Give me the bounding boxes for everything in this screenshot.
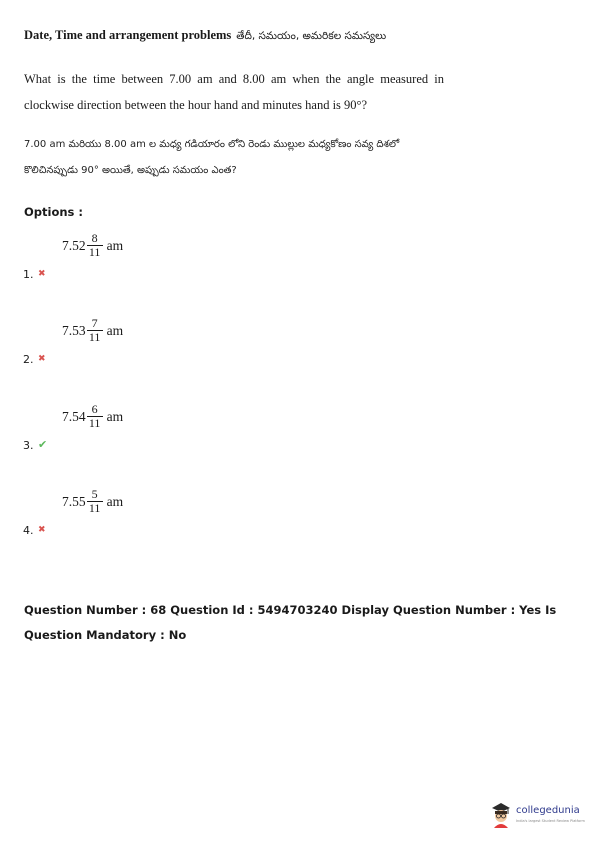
question-text-en: What is the time between 7.00 am and 8.00 am when the angle measured in clockwise direction between the hour hand and minutes hand is 90°? bbox=[24, 72, 444, 112]
option-1-number: 1. bbox=[23, 268, 34, 281]
option-3-numerator: 6 bbox=[91, 402, 98, 416]
option-2-number: 2. bbox=[23, 353, 34, 366]
option-3-whole: 7.54 bbox=[62, 408, 86, 424]
option-3-unit: am bbox=[106, 408, 124, 424]
option-2[interactable] bbox=[0, 313, 300, 373]
option-3-denominator: 11 bbox=[88, 416, 101, 430]
option-4-value bbox=[62, 488, 123, 515]
brand-tagline: India's largest Student Review Platform bbox=[516, 819, 585, 823]
option-1-denominator: 11 bbox=[88, 245, 101, 259]
option-4-numerator: 5 bbox=[91, 487, 98, 501]
option-3-number: 3. bbox=[23, 439, 34, 452]
option-4-fraction bbox=[87, 488, 103, 515]
option-3-fraction bbox=[87, 403, 103, 430]
option-2-fraction bbox=[87, 317, 103, 344]
option-2-whole: 7.53 bbox=[62, 322, 86, 338]
question-section-title bbox=[24, 28, 386, 45]
option-2-numerator: 7 bbox=[91, 316, 98, 330]
brand-name: collegedunia bbox=[516, 805, 580, 816]
option-1-value bbox=[62, 232, 123, 259]
section-title-en: Date, Time and arrangement problems bbox=[24, 28, 232, 42]
option-1[interactable] bbox=[0, 228, 300, 288]
option-4[interactable] bbox=[0, 484, 300, 544]
option-3-value bbox=[62, 403, 123, 430]
mascot-icon bbox=[490, 801, 512, 829]
option-4-number: 4. bbox=[23, 524, 34, 537]
option-1-unit: am bbox=[106, 237, 124, 253]
option-2-unit: am bbox=[106, 322, 124, 338]
question-text-te: 7.00 am మరియు 8.00 am ల మధ్య గడియారం లోని రెండు ముల్లుల మధ్యకోణం సవ్య దిశలో కొలిచినప్పుడు 90° అయితే, అప్పుడు సమయం ఎంత? bbox=[24, 139, 400, 176]
option-1-numerator: 8 bbox=[91, 231, 98, 245]
option-3[interactable] bbox=[0, 399, 300, 459]
option-1-fraction bbox=[87, 232, 103, 259]
option-4-denominator: 11 bbox=[88, 501, 101, 515]
options-heading: Options : bbox=[24, 205, 83, 219]
cross-icon: ✖ bbox=[38, 269, 46, 279]
cross-icon: ✖ bbox=[38, 354, 46, 364]
option-4-whole: 7.55 bbox=[62, 493, 86, 509]
question-metadata: Question Number : 68 Question Id : 5494703240 Display Question Number : Yes Is Question Mandatory : No bbox=[24, 603, 557, 642]
option-4-unit: am bbox=[106, 493, 124, 509]
section-title-te: తేదీ, సమయం, అమరికల సమస్యలు bbox=[236, 30, 387, 42]
check-icon: ✔ bbox=[38, 438, 48, 451]
option-2-denominator: 11 bbox=[88, 330, 101, 344]
option-2-value bbox=[62, 317, 123, 344]
cross-icon: ✖ bbox=[38, 525, 46, 535]
collegedunia-logo[interactable] bbox=[490, 801, 590, 833]
option-1-whole: 7.52 bbox=[62, 237, 86, 253]
